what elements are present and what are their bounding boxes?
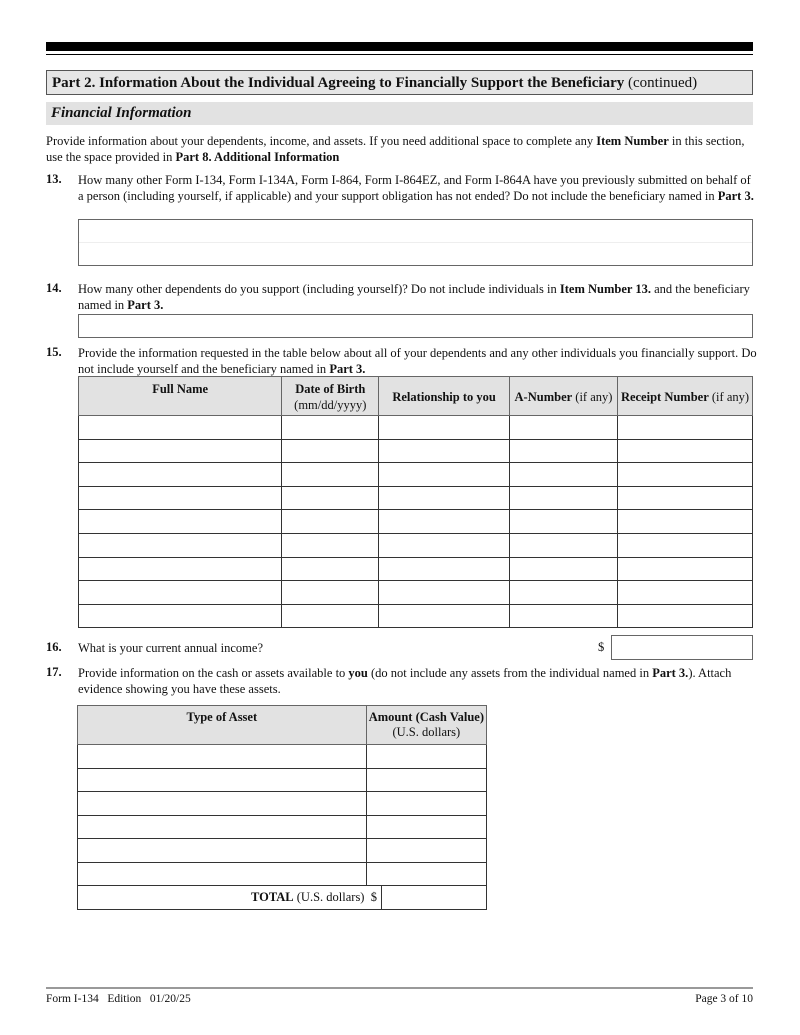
asset-type-cell[interactable] xyxy=(78,815,367,839)
dependent-row xyxy=(79,557,753,581)
dependent-full-name-cell[interactable] xyxy=(79,533,282,557)
intro-bold-item-number: Item Number xyxy=(596,134,669,148)
dependent-full-name-cell[interactable] xyxy=(79,463,282,487)
footer-form-edition: Form I-134 Edition 01/20/25 xyxy=(46,993,191,1005)
dependent-receipt-cell[interactable] xyxy=(617,463,752,487)
item-14-text: and the beneficiary named in xyxy=(78,282,750,312)
footer-rule xyxy=(46,987,753,989)
item-14-text: How many other dependents do you support (including yourself)? Do not include individuals in xyxy=(78,282,560,296)
dependent-a-number-cell[interactable] xyxy=(510,510,618,534)
dependent-relationship-cell[interactable] xyxy=(379,604,510,628)
asset-type-cell[interactable] xyxy=(78,862,367,886)
annual-income-input[interactable] xyxy=(611,635,753,660)
asset-amount-cell[interactable] xyxy=(366,862,486,886)
item-13-bold: Part 3. xyxy=(717,189,754,203)
asset-type-cell[interactable] xyxy=(78,792,367,816)
dependent-full-name-cell[interactable] xyxy=(79,486,282,510)
dependent-dob-cell[interactable] xyxy=(282,581,379,605)
assets-header-row xyxy=(78,706,487,745)
dependent-full-name-cell[interactable] xyxy=(79,604,282,628)
dependent-receipt-cell[interactable] xyxy=(617,510,752,534)
dependent-row xyxy=(79,510,753,534)
dependent-a-number-cell[interactable] xyxy=(510,557,618,581)
asset-type-cell[interactable] xyxy=(78,839,367,863)
part-title: Part 2. Information About the Individual Agreeing to Financially Support the Beneficiary xyxy=(52,75,625,91)
section-header xyxy=(46,102,753,125)
item-13-text: How many other Form I-134, Form I-134A, Form I-864, Form I-864EZ, and Form I-864A have you previously submitted on behalf of a person (including yourself, if applicable) and your support obligation has not ended? Do not include the beneficiary named in xyxy=(78,173,751,203)
top-rule-thick xyxy=(46,42,753,51)
col-dob xyxy=(282,377,379,416)
item-13-number: 13. xyxy=(46,172,62,186)
dependent-relationship-cell[interactable] xyxy=(379,463,510,487)
dependent-dob-cell[interactable] xyxy=(282,486,379,510)
dependent-a-number-cell[interactable] xyxy=(510,533,618,557)
asset-amount-cell[interactable] xyxy=(366,745,486,769)
dependent-dob-cell[interactable] xyxy=(282,533,379,557)
item-16-question: What is your current annual income? xyxy=(78,641,263,655)
col-asset-amount-note: (U.S. dollars) xyxy=(392,725,461,739)
dependent-dob-cell[interactable] xyxy=(282,463,379,487)
asset-row xyxy=(78,815,487,839)
item-16-number: 16. xyxy=(46,640,62,654)
item-14-bold: Part 3. xyxy=(127,298,164,312)
section-title: Financial Information xyxy=(51,105,192,121)
dependent-row xyxy=(79,533,753,557)
item-17-bold: you xyxy=(348,666,368,680)
col-receipt-note: (if any) xyxy=(708,390,750,404)
asset-amount-cell[interactable] xyxy=(366,815,486,839)
asset-amount-cell[interactable] xyxy=(366,839,486,863)
col-a-number-note: (if any) xyxy=(572,390,613,404)
item-13-question xyxy=(78,172,758,204)
dependent-dob-cell[interactable] xyxy=(282,416,379,440)
dependent-a-number-cell[interactable] xyxy=(510,604,618,628)
item-17-bold: Part 3. xyxy=(652,666,689,680)
col-receipt-label: Receipt Number xyxy=(620,390,709,404)
dependent-row xyxy=(79,463,753,487)
dependent-a-number-cell[interactable] xyxy=(510,439,618,463)
dependent-a-number-cell[interactable] xyxy=(510,416,618,440)
dependent-row xyxy=(79,416,753,440)
asset-total-input[interactable] xyxy=(381,886,486,910)
item-17-text: (do not include any assets from the individual named in xyxy=(367,666,653,680)
col-full-name-label: Full Name xyxy=(152,382,209,396)
dependent-row xyxy=(79,439,753,463)
asset-row xyxy=(78,745,487,769)
item-15-question xyxy=(78,345,758,377)
asset-type-cell[interactable] xyxy=(78,745,367,769)
item-13-input-divider xyxy=(79,242,752,243)
total-label-bold: TOTAL xyxy=(251,889,294,904)
dependent-relationship-cell[interactable] xyxy=(379,486,510,510)
asset-row xyxy=(78,839,487,863)
item-14-input[interactable] xyxy=(78,314,753,338)
dependent-a-number-cell[interactable] xyxy=(510,486,618,510)
asset-row xyxy=(78,862,487,886)
col-dob-format: (mm/dd/yyyy) xyxy=(294,398,367,412)
dependent-full-name-cell[interactable] xyxy=(79,439,282,463)
col-receipt-number xyxy=(617,377,752,416)
col-a-number xyxy=(510,377,618,416)
asset-total-label xyxy=(78,886,382,910)
dependents-table xyxy=(78,376,753,628)
asset-amount-cell[interactable] xyxy=(366,792,486,816)
col-a-number-label: A-Number xyxy=(514,390,573,404)
dependent-full-name-cell[interactable] xyxy=(79,581,282,605)
item-17-number: 17. xyxy=(46,665,62,679)
dependent-relationship-cell[interactable] xyxy=(379,416,510,440)
asset-total-row xyxy=(78,886,487,910)
dependent-relationship-cell[interactable] xyxy=(379,557,510,581)
dependent-relationship-cell[interactable] xyxy=(379,581,510,605)
top-rule-thin xyxy=(46,54,753,55)
dependent-receipt-cell[interactable] xyxy=(617,557,752,581)
col-asset-amount xyxy=(366,706,486,745)
item-14-number: 14. xyxy=(46,281,62,295)
dependent-a-number-cell[interactable] xyxy=(510,463,618,487)
dependents-header-row xyxy=(79,377,753,416)
asset-row xyxy=(78,768,487,792)
item-17-text: ). Attach evidence showing you have these assets. xyxy=(78,666,732,696)
dependent-receipt-cell[interactable] xyxy=(617,439,752,463)
col-relationship-label: Relationship to you xyxy=(392,390,496,404)
dependent-receipt-cell[interactable] xyxy=(617,486,752,510)
item-15-number: 15. xyxy=(46,345,62,359)
dependent-dob-cell[interactable] xyxy=(282,510,379,534)
dependent-receipt-cell[interactable] xyxy=(617,581,752,605)
dependent-relationship-cell[interactable] xyxy=(379,533,510,557)
dependent-dob-cell[interactable] xyxy=(282,439,379,463)
assets-table xyxy=(77,705,487,910)
dependent-receipt-cell[interactable] xyxy=(617,416,752,440)
intro-text-part: in this section, use the space provided in xyxy=(46,134,745,164)
footer-page-number: Page 3 of 10 xyxy=(695,993,753,1005)
item-15-bold: Part 3. xyxy=(329,362,366,376)
total-label-note: (U.S. dollars) xyxy=(293,889,365,904)
item-13-input[interactable] xyxy=(78,219,753,266)
dependent-dob-cell[interactable] xyxy=(282,604,379,628)
dependent-receipt-cell[interactable] xyxy=(617,604,752,628)
item-15-text: Provide the information requested in the table below about all of your dependents and any other individuals you financially support. Do not include yourself and the beneficiary named in xyxy=(78,346,757,376)
col-asset-type xyxy=(78,706,367,745)
dependent-full-name-cell[interactable] xyxy=(79,416,282,440)
col-relationship xyxy=(379,377,510,416)
col-dob-label: Date of Birth xyxy=(295,382,366,396)
col-asset-amount-label: Amount (Cash Value) xyxy=(368,710,484,724)
dependent-receipt-cell[interactable] xyxy=(617,533,752,557)
part-header xyxy=(46,70,753,95)
dependent-a-number-cell[interactable] xyxy=(510,581,618,605)
dependent-dob-cell[interactable] xyxy=(282,557,379,581)
intro-text xyxy=(46,133,756,165)
dependent-full-name-cell[interactable] xyxy=(79,557,282,581)
item-17-text: Provide information on the cash or assets available to xyxy=(78,666,349,680)
dependent-row xyxy=(79,604,753,628)
col-asset-type-label: Type of Asset xyxy=(186,710,258,724)
item-17-question xyxy=(78,665,758,697)
dependent-relationship-cell[interactable] xyxy=(379,439,510,463)
dependent-row xyxy=(79,486,753,510)
income-currency-symbol: $ xyxy=(598,640,605,654)
item-14-question xyxy=(78,281,758,313)
total-currency-symbol: $ xyxy=(370,889,377,904)
asset-amount-cell[interactable] xyxy=(366,768,486,792)
item-14-bold: Item Number 13. xyxy=(559,282,651,296)
dependent-full-name-cell[interactable] xyxy=(79,510,282,534)
asset-type-cell[interactable] xyxy=(78,768,367,792)
dependent-relationship-cell[interactable] xyxy=(379,510,510,534)
asset-row xyxy=(78,792,487,816)
dependent-row xyxy=(79,581,753,605)
intro-bold-part8: Part 8. Additional Information xyxy=(175,150,340,164)
intro-text-part: Provide information about your dependents, income, and assets. If you need additional space to complete any xyxy=(46,134,597,148)
col-full-name xyxy=(79,377,282,416)
part-title-suffix: (continued) xyxy=(624,75,698,91)
